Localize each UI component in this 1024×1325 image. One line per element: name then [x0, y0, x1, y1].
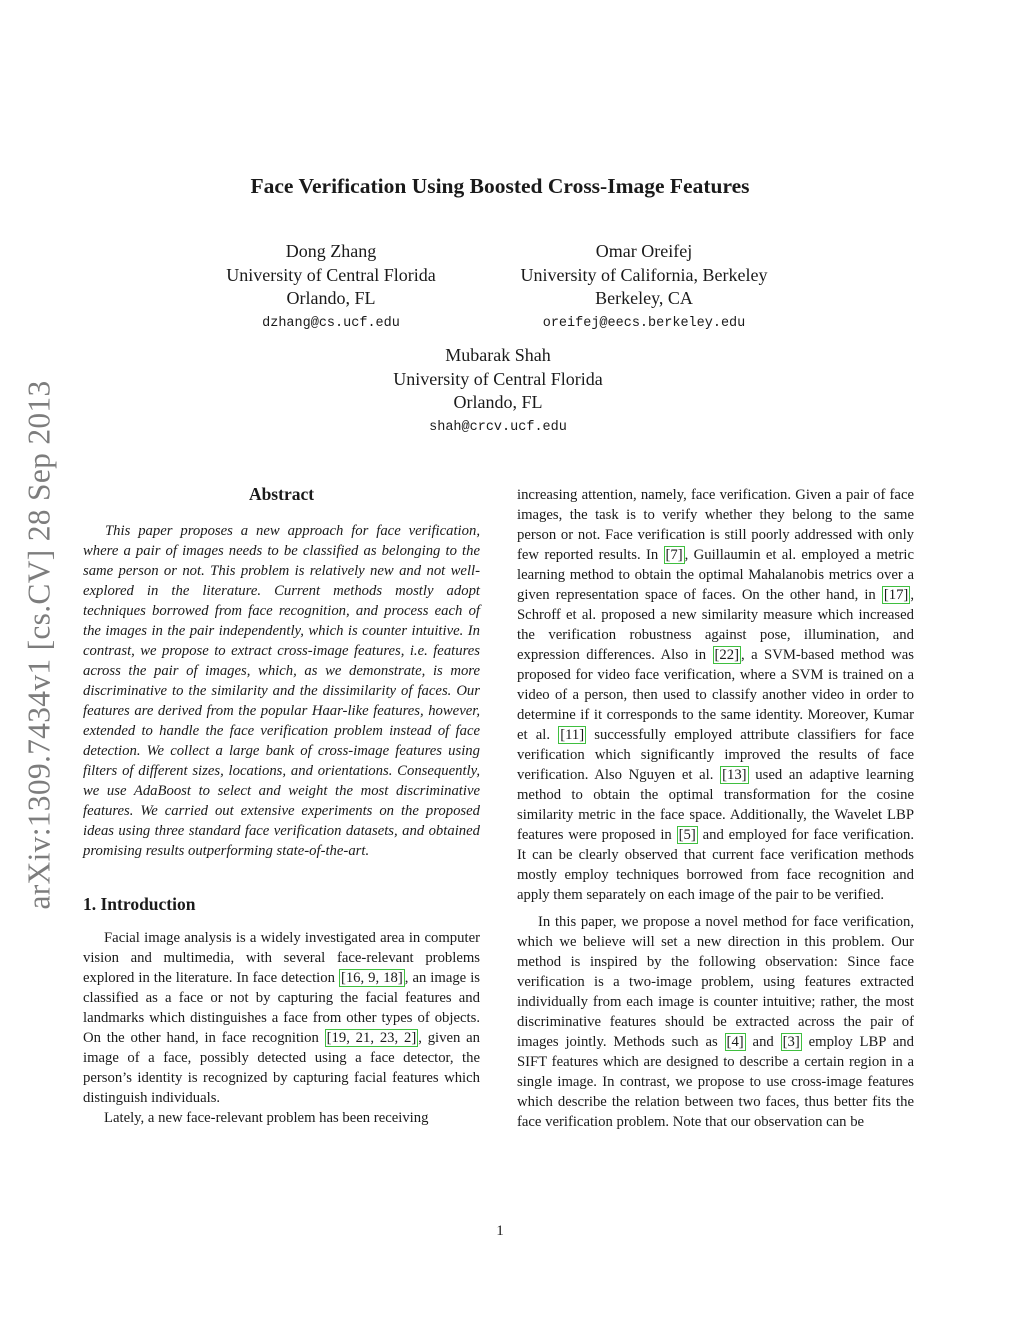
arxiv-identifier [10, 360, 70, 930]
paragraph-text: In this paper, we propose a novel method for face verification, which we believe will set a new direction in this problem. Our method is inspired by the following observation: Since face verification is a two-image problem, using features extracted individually from each image is counter intuitive; rather, the most discriminative features should be extracted across the pair of images jointly. Methods such as [517, 914, 914, 1050]
author-affiliation: University of Central Florida [393, 368, 603, 389]
author-block [348, 344, 648, 437]
citation-link[interactable]: [16, 9, 18] [340, 970, 403, 986]
author-affiliation: University of Central Florida [226, 264, 436, 285]
citation-link[interactable]: [19, 21, 23, 2] [326, 1030, 417, 1046]
author-location: Orlando, FL [453, 392, 543, 412]
author-email: shah@crcv.ucf.edu [429, 419, 567, 435]
right-column [517, 485, 914, 1132]
left-column [83, 482, 480, 1128]
body-paragraph [83, 928, 480, 1108]
paragraph-text: increasing attention, namely, face verification. Given a pair of face images, the task is to verify whether they belong to the same person or not. Face verification is still poorly addressed with only few reported results. In [517, 487, 914, 563]
citation-link[interactable]: [22] [714, 647, 740, 663]
paragraph-text: successfully employed attribute classifiers for face verification which significantly improved the results of face verification. Also Nguyen et al. [517, 727, 914, 783]
abstract-text: This paper proposes a new approach for face verification, where a pair of images needs to be classified as belonging to the same person or not. This problem is relatively new and not well-explored in the literature. Current methods mostly adopt techniques borrowed from face recognition, and process each of the images in the pair independently, which is counter intuitive. In contrast, we propose to extract cross-image features, i.e. features across the pair of images, which, as we demonstrate, is more discriminative to the similarity and the dissimilarity of faces. Our features are derived from the popular Haar-like features, however, extended to handle the face verification problem instead of face detection. We collect a large bank of cross-image features using filters of different sizes, locations, and orientations. Consequently, we use AdaBoost to select and weight the most discriminative features. We carried out extensive experiments on the proposed ideas using three standard face verification datasets, and obtained promising results outperforming state-of-the-art. [83, 523, 480, 859]
author-affiliation: University of California, Berkeley [520, 264, 768, 285]
paragraph-text: and employed for face verification. It can be clearly observed that current face verification methods mostly employ techniques borrowed from face recognition and apply them separately on each image of the pair to be verified. [517, 827, 914, 903]
citation-link[interactable]: [13] [722, 767, 747, 783]
paragraph-text: used an adaptive learning method to obtain the optimal transformation for the cosine similarity metric in the face space. Additionally, the Wavelet LBP features were proposed in [517, 767, 914, 843]
author-email: oreifej@eecs.berkeley.edu [542, 315, 746, 331]
abstract-heading: Abstract [248, 484, 315, 504]
citation-link[interactable]: [17] [883, 587, 909, 603]
author-name: Omar Oreifej [595, 241, 693, 261]
paragraph-text: , Schroff et al. proposed a new similarity measure which increased the verification robustness against pose, illumination, and expression differences. Also in [517, 587, 914, 663]
citation-link[interactable]: [5] [678, 827, 696, 843]
introduction-heading: 1. Introduction [83, 894, 196, 914]
paragraph-text: , given an image of a face, possibly detected using a face detector, the person’s identity is recognized by capturing facial features which distinguish individuals. [83, 1030, 480, 1106]
citation-link[interactable]: [7] [665, 547, 683, 563]
author-email: dzhang@cs.ucf.edu [262, 315, 400, 331]
paragraph-text: Facial image analysis is a widely investigated area in computer vision and multimedia, with several face-relevant problems explored in the literature. In face detection [83, 930, 480, 986]
paper-title: Face Verification Using Boosted Cross-Image Features [250, 174, 750, 198]
body-paragraph: Lately, a new face-relevant problem has been receiving [104, 1110, 429, 1126]
citation-link[interactable]: [4] [726, 1034, 744, 1050]
paragraph-text: , a SVM-based method was proposed for video face verification, where a SVM is trained on a video of a person, then used to classify another video in order to determine if it corresponds to the same identity. Moreover, Kumar et al. [517, 647, 914, 743]
author-block [494, 240, 794, 333]
author-location: Berkeley, CA [595, 288, 693, 308]
author-block [181, 240, 481, 333]
paragraph-text: and [745, 1034, 781, 1050]
paragraph-text: , Guillaumin et al. employed a metric learning method to obtain the optimal Mahalanobis metrics over a given representation space of faces. On the other hand, in [517, 547, 915, 603]
author-location: Orlando, FL [286, 288, 376, 308]
citation-link[interactable]: [3] [782, 1034, 800, 1050]
arxiv-identifier-text: arXiv:1309.7434v1 [cs.CV] 28 Sep 2013 [22, 380, 57, 910]
body-paragraph [517, 485, 914, 905]
body-paragraph [517, 912, 914, 1132]
citation-link[interactable]: [11] [560, 727, 585, 743]
author-name: Mubarak Shah [445, 345, 551, 365]
paragraph-text: , an image is classified as a face or not by capturing the facial features and landmarks which distinguishes a face from other types of objects. On the other hand, in face recognition [83, 970, 480, 1046]
page-number: 1 [496, 1223, 504, 1239]
paragraph-text: employ LBP and SIFT features which are designed to describe a certain region in a single image. In contrast, we propose to use cross-image features which describe the relation between two faces, thus better fits the face verification problem. Note that our observation can be [517, 1034, 914, 1130]
author-name: Dong Zhang [285, 241, 377, 261]
